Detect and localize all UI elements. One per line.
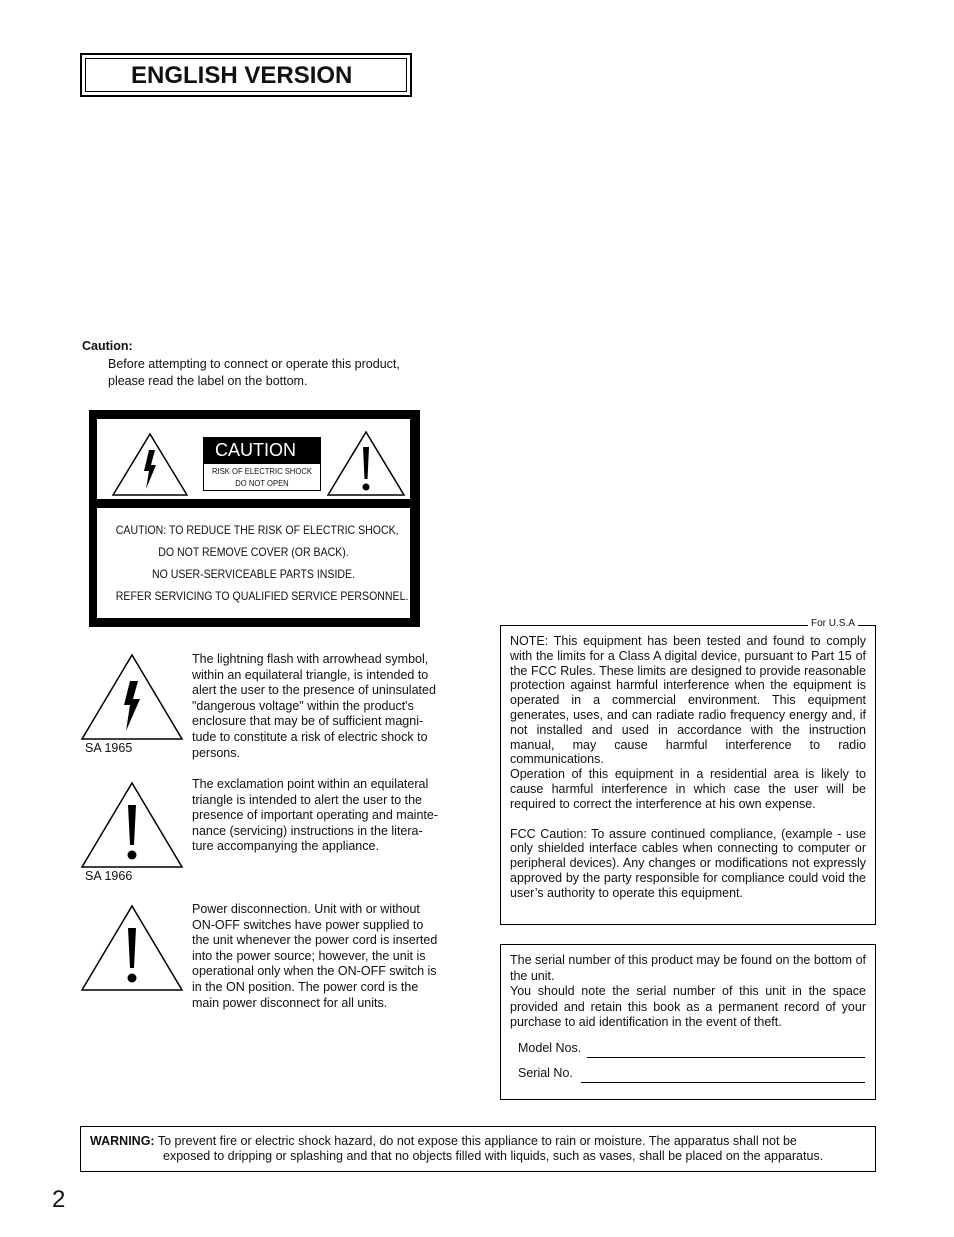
desc-line: nance (servicing) instructions in the litera- [192,823,423,838]
symbol-code: SA 1965 [85,741,133,755]
serial-paragraph: You should note the serial number of this unit in the space provided and retain this book as a permanent record of your purchase to aid identification in the event of theft. [510,984,866,1030]
serial-number-field[interactable] [581,1081,865,1083]
caution-label-header [97,419,410,499]
desc-line: the unit whenever the power cord is inserted [192,933,438,948]
page-title: ENGLISH VERSION [85,58,407,92]
warning-box [80,1126,876,1172]
desc-line: enclosure that may be of sufficient magni- [192,714,424,729]
symbol-description [192,652,456,761]
desc-line: persons. [192,745,240,760]
serial-number-box [500,944,876,1100]
lightning-warning-icon [111,431,189,497]
caution-label [89,410,420,627]
model-number-field[interactable] [587,1056,865,1058]
desc-line: Power disconnection. Unit with or without [192,902,420,916]
serial-text [510,953,866,1031]
page-number: 2 [52,1186,66,1213]
caution-label-text [97,508,410,618]
region-tag: For U.S.A [808,618,858,629]
caution-word: CAUTION [203,437,321,463]
desc-line: triangle is intended to alert the user to the [192,792,423,807]
desc-line: operational only when the ON-OFF switch is [192,964,437,979]
fcc-operation: Operation of this equipment in a residential area is likely to cause harmful interference in which case the user will be required to correct the interference at his own expense. [510,767,866,811]
fcc-text [510,634,866,901]
desc-line: into the power source; however, the unit is [192,948,426,963]
label-line: NO USER-SERVICEABLE PARTS INSIDE. [151,567,356,581]
exclamation-warning-icon [326,429,406,497]
desc-line: The lightning flash with arrowhead symbol, [192,652,429,666]
title-box [80,53,412,97]
desc-line: presence of important operating and mainte- [192,808,438,823]
serial-label: Serial No. [518,1066,573,1080]
desc-line: within an equilateral triangle, is intended to [192,667,429,682]
symbol-description [192,777,456,855]
label-line: REFER SERVICING TO QUALIFIED SERVICE PERSONNEL. [115,589,409,603]
label-line: DO NOT REMOVE COVER (OR BACK). [158,545,349,559]
fcc-notice-box [500,625,876,925]
exclamation-warning-icon [80,781,184,869]
desc-line: ture accompanying the appliance. [192,839,379,854]
risk-line: RISK OF ELECTRIC SHOCK [212,466,312,476]
caution-heading: Caution: [82,339,133,353]
desc-line: main power disconnect for all units. [192,995,388,1010]
serial-paragraph: The serial number of this product may be found on the bottom of the unit. [510,953,866,983]
desc-line: tude to constitute a risk of electric shock to [192,729,428,744]
warning-text [90,1134,866,1164]
desc-line: The exclamation point within an equilateral [192,777,429,791]
risk-line: DO NOT OPEN [235,478,289,488]
fcc-note: NOTE: This equipment has been tested and found to comply with the limits for a Class A digital device, pursuant to Part 15 of the FCC Rules. These limits are designed to provide reasonable protection against harmful interference when the equipment is operated in a commercial environment. This equipment generates, uses, and can radiate radio frequency energy and, if not installed and used in accordance with the instruction manual, may cause harmful interference to radio communications. [510,634,866,767]
warning-label: WARNING: [90,1134,155,1148]
risk-box [203,463,321,491]
caution-line: Before attempting to connect or operate this product, [108,357,400,371]
lightning-warning-icon [80,653,184,741]
desc-line: alert the user to the presence of uninsulated [192,683,436,698]
symbol-description [192,902,456,1011]
caution-body [108,356,448,390]
caution-line: please read the label on the bottom. [108,374,308,388]
warning-line: exposed to dripping or splashing and that no objects filled with liquids, such as vases, shall be placed on the apparatus. [163,1149,824,1163]
exclamation-warning-icon [80,904,184,992]
desc-line: "dangerous voltage" within the product's [192,698,414,713]
model-label: Model Nos. [518,1041,582,1055]
desc-line: ON-OFF switches have power supplied to [192,917,424,932]
symbol-code: SA 1966 [85,869,133,883]
desc-line: in the ON position. The power cord is the [192,979,419,994]
warning-line: To prevent fire or electric shock hazard, do not expose this appliance to rain or moisture. The apparatus shall not be [157,1134,797,1148]
label-line: CAUTION: TO REDUCE THE RISK OF ELECTRIC SHOCK, [115,523,399,537]
fcc-caution: FCC Caution: To assure continued compliance, (example - use only shielded interface cables when connecting to computer or peripheral devices). Any changes or modifications not expressly approved by the party responsible for compliance could void the user’s authority to operate this equipment. [510,826,866,900]
